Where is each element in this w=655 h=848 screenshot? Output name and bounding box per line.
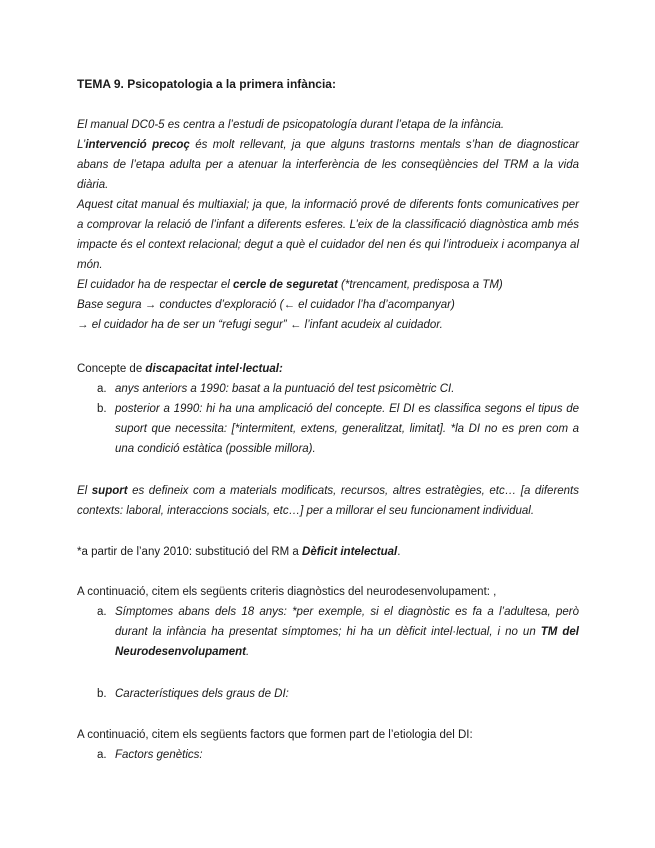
criteria-list-b xyxy=(77,684,579,704)
list-item: b. Característiques dels graus de DI: xyxy=(97,688,289,700)
di-term: discapacitat intel·lectual: xyxy=(145,363,283,375)
list-item: a. anys anteriors a 1990: basat a la puntuació del test psicomètric CI. xyxy=(97,383,455,395)
document-title: TEMA 9. Psicopatologia a la primera infància: xyxy=(77,77,336,91)
early-intervention-paragraph: L’intervenció precoç és molt rellevant, ja que alguns trastorns mentals s’han de diagnosticar abans de l’etapa adulta per a atenuar la interferència de les conseqüències del TRM a la vida diària. xyxy=(77,139,579,191)
manual-paragraph: El manual DC0-5 es centra a l’estudi de psicopatología durant l’etapa de la infància. xyxy=(77,119,505,131)
secure-base-line: Base segura → conductes d’exploració (← el cuidador l’ha d’acompanyar) xyxy=(77,299,455,311)
early-intervention-term: intervenció precoç xyxy=(85,139,190,151)
di-concept-list xyxy=(77,379,579,459)
neurodevelopment-term: TM del Neurodesenvolupament xyxy=(115,626,579,658)
intellectual-deficit-term: Dèficit intelectual xyxy=(302,546,398,558)
multiaxial-paragraph: Aquest citat manual és multiaxial; ja que, la informació prové de diferents fonts comunicatives per a comprovar la relació de l’infant a diferents esferes. L’eix de la classificació diagnòstica amb més impacte és el context relacional; degut a què el cuidador del nen és qui l’introdueix i acompanya al món. xyxy=(77,199,579,271)
list-item: b. posterior a 1990: hi ha una amplicació del concepte. El DI es classifica segons el tipus de suport que necessita: [*intermitent, extens, generalitzat, limitat]. *la DI no es pren com a una condició estàtica (possible millora). xyxy=(97,403,579,455)
list-item: a. Símptomes abans dels 18 anys: *per exemple, si el diagnòstic es fa a l’adultesa, però durant la infància ha presentat símptomes; hi ha un dèficit intel·lectual, i no un TM del Neurodesenvolupament. xyxy=(97,606,579,658)
criteria-list xyxy=(77,602,579,662)
support-paragraph: El suport es defineix com a materials modificats, recursos, altres estratègies, etc… [a diferents contexts: laboral, interaccions socials, etc…] per a millorar el seu funcionament individual. xyxy=(77,485,580,517)
substitution-note: *a partir de l’any 2010: substitució del RM a Dèficit intelectual. xyxy=(77,546,401,558)
list-item: a. Factors genètics: xyxy=(97,749,203,761)
security-circle-term: cercle de seguretat xyxy=(232,279,338,291)
etiology-list xyxy=(77,745,579,765)
etiology-heading: A continuació, citem els següents factors que formen part de l’etiologia del DI: xyxy=(77,729,473,741)
di-concept-heading: Concepte de discapacitat intel·lectual: xyxy=(77,363,283,375)
criteria-heading: A continuació, citem els següents criteris diagnòstics del neurodesenvolupament: , xyxy=(77,586,497,598)
security-circle-line: El cuidador ha de respectar el cercle de seguretat (*trencament, predisposa a TM) xyxy=(77,279,503,291)
intro-section xyxy=(77,115,579,335)
support-term: suport xyxy=(91,485,128,497)
safe-refuge-line: → el cuidador ha de ser un “refugi segur” ← l’infant acudeix al cuidador. xyxy=(77,319,443,331)
